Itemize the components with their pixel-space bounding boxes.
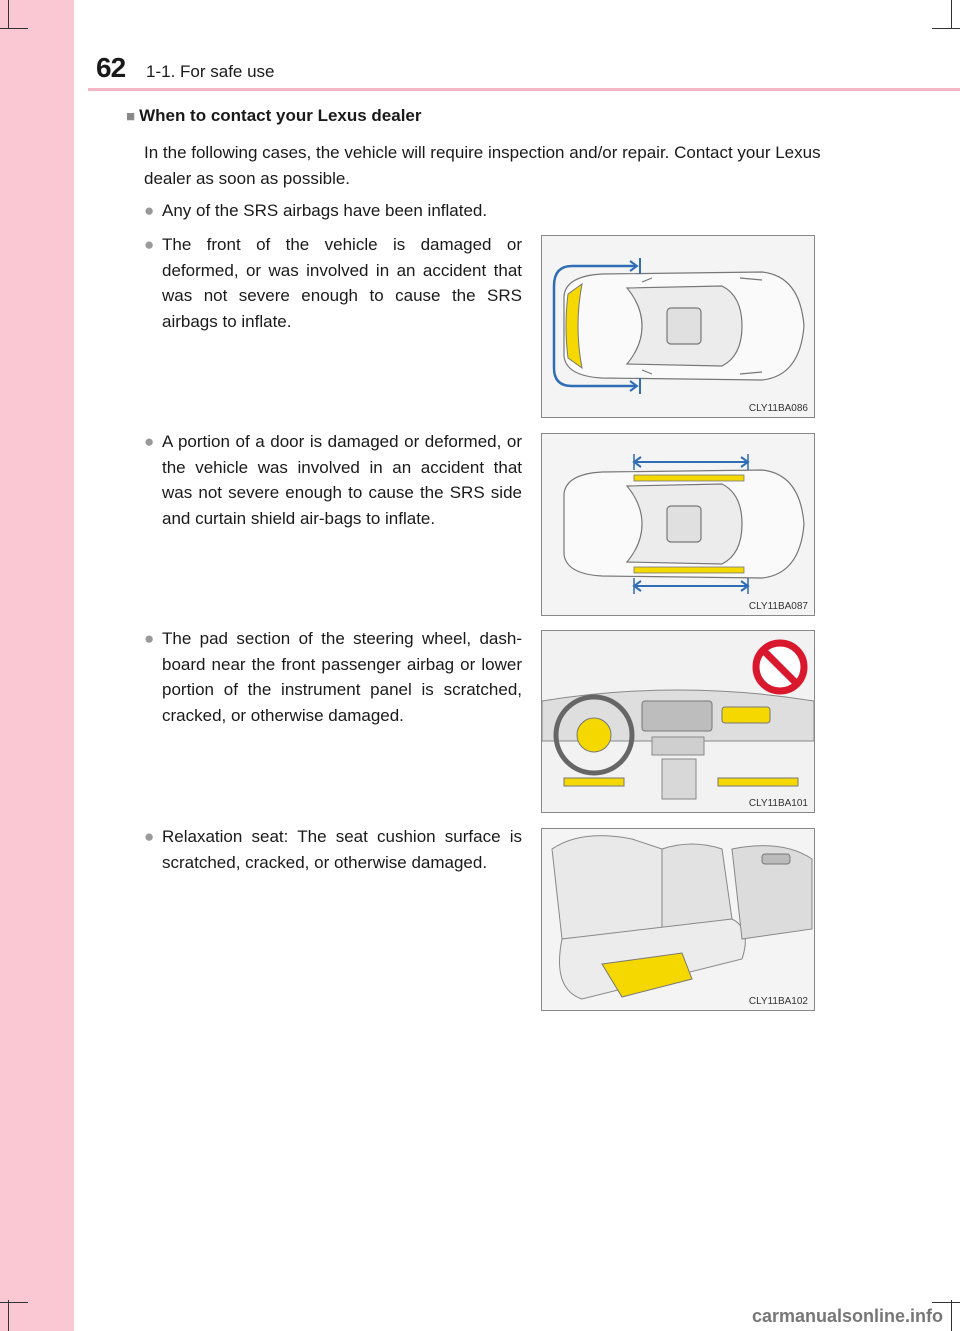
crop-mark (951, 1300, 952, 1331)
figure-code: CLY11BA087 (748, 601, 808, 612)
car-top-view-illustration (542, 434, 814, 615)
bullet-dot-icon: ● (144, 201, 155, 220)
square-bullet-icon: ■ (126, 108, 136, 125)
page-sidebar-tab (0, 0, 74, 1331)
car-top-view-illustration (542, 236, 814, 417)
crop-mark (932, 28, 960, 29)
figure-door-damage (541, 433, 815, 616)
list-item-text: Any of the SRS airbags have been inflated. (162, 201, 488, 220)
bullet-dot-icon: ● (144, 629, 155, 648)
rear-seat-illustration (542, 829, 814, 1010)
bullet-dot-icon: ● (144, 235, 155, 254)
intro-paragraph: In the following cases, the vehicle will require inspection and/or repair. Contact your Lexus dealer as soon as possible. (144, 143, 821, 188)
crop-mark (0, 28, 28, 29)
list-item (144, 198, 564, 224)
figure-code: CLY11BA102 (748, 996, 808, 1007)
subsection-heading (126, 106, 422, 126)
crop-mark (8, 0, 9, 28)
figure-code: CLY11BA086 (748, 403, 808, 414)
figure-seat-damage (541, 828, 815, 1011)
list-item (144, 626, 522, 728)
list-item (144, 824, 522, 875)
figure-code: CLY11BA101 (748, 798, 808, 809)
list-item-text: The front of the vehicle is damaged or deformed, or was involved in an accident that was not severe enough to cause the SRS airbags to inflate. (162, 235, 522, 331)
list-item-text: Relaxation seat: The seat cushion surface is scratched, cracked, or otherwise damaged. (162, 827, 522, 872)
dashboard-illustration (542, 631, 814, 812)
heading-text: When to contact your Lexus dealer (139, 106, 422, 125)
list-item-text: A portion of a door is damaged or deformed, or the vehicle was involved in an accident that was not severe enough to cause the SRS side and curtain shield air-bags to inflate. (162, 432, 522, 528)
crop-mark (0, 1302, 28, 1303)
section-title: 1-1. For safe use (146, 62, 275, 81)
crop-mark (951, 0, 952, 28)
list-item (144, 232, 522, 334)
crop-mark (932, 1302, 960, 1303)
watermark-text: carmanualsonline.info (752, 1306, 944, 1326)
page-number: 62 (96, 52, 126, 83)
list-item-text: The pad section of the steering wheel, dash-board near the front passenger airbag or lower portion of the instrument panel is scratched, cracked, or otherwise damaged. (162, 629, 522, 725)
figure-front-damage (541, 235, 815, 418)
bullet-dot-icon: ● (144, 827, 155, 846)
figure-dashboard-damage (541, 630, 815, 813)
header-divider (88, 88, 960, 91)
bullet-dot-icon: ● (144, 432, 155, 451)
list-item (144, 429, 522, 531)
crop-mark (8, 1300, 9, 1331)
